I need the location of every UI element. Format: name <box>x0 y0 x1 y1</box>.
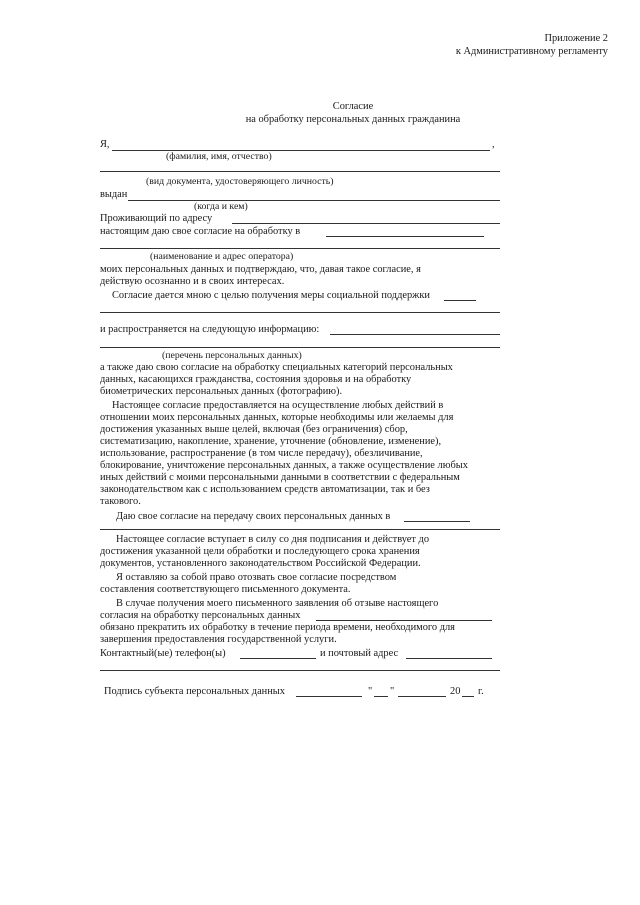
hint-operator: (наименование и адрес оператора) <box>150 251 294 262</box>
label-signature: Подпись субъекта персональных данных <box>104 686 285 697</box>
hint-issued: (когда и кем) <box>194 201 248 212</box>
paragraph-3-line: достижения указанных выше целей, включая (без ограничения) сбор, <box>100 424 408 435</box>
paragraph-3-line: иных действий с моими персональными данными в соответствии с федеральным <box>100 472 460 483</box>
comma: , <box>492 139 495 150</box>
hint-fio: (фамилия, имя, отчество) <box>166 151 272 162</box>
paragraph-5-line: Я оставляю за собой право отозвать свое согласие посредством <box>116 572 397 583</box>
paragraph-6-line: обязано прекратить их обработку в течение периода времени, необходимого для <box>100 622 455 633</box>
document-title: Согласие <box>332 101 374 112</box>
field-purpose[interactable] <box>444 300 476 301</box>
field-transfer[interactable] <box>404 521 470 522</box>
field-purpose-continued[interactable] <box>100 312 500 313</box>
label-phone: Контактный(ые) телефон(ы) <box>100 648 226 659</box>
date-year-prefix: 20 <box>450 686 461 697</box>
label-consent-operator: настоящим даю свое согласие на обработку в <box>100 226 301 237</box>
field-transfer-continued[interactable] <box>100 529 500 530</box>
field-year[interactable] <box>462 696 474 697</box>
paragraph-3-line: систематизацию, накопление, хранение, уточнение (обновление, изменение), <box>100 436 442 447</box>
paragraph-4-line: Настоящее согласие вступает в силу со дня подписания и действует до <box>116 534 430 545</box>
paragraph-2-line: а также даю свою согласие на обработку специальных категорий персональных <box>100 362 453 373</box>
field-address[interactable] <box>232 223 500 224</box>
field-data-list[interactable] <box>330 334 500 335</box>
paragraph-4-line: документов, установленного законодательством Российской Федерации. <box>100 558 421 569</box>
paragraph-3-line: Настоящее согласие предоставляется на осуществление любых действий в <box>112 400 444 411</box>
field-operator-continued[interactable] <box>100 248 500 249</box>
field-postal-continued[interactable] <box>100 670 500 671</box>
paragraph-3-line: законодательством как с использованием средств автоматизации, так и без <box>100 484 430 495</box>
paragraph-6-line: завершения предоставления государственной услуги. <box>100 634 337 645</box>
paragraph-6-line: В случае получения моего письменного заявления об отзыве настоящего <box>116 598 439 609</box>
paragraph-4-line: достижения указанной цели обработки и последующего срока хранения <box>100 546 420 557</box>
field-signature[interactable] <box>296 696 362 697</box>
field-operator[interactable] <box>326 236 484 237</box>
date-quote-open: " <box>368 686 373 697</box>
label-purpose: Согласие дается мною с целью получения меры социальной поддержки <box>112 290 430 301</box>
label-ya: Я, <box>100 139 110 150</box>
field-phone[interactable] <box>240 658 316 659</box>
appendix-regulation: к Административному регламенту <box>455 46 608 57</box>
field-identity-document[interactable] <box>100 171 500 172</box>
paragraph-3-line: такового. <box>100 496 141 507</box>
paragraph-5-line: составления соответствующего письменного документа. <box>100 584 351 595</box>
paragraph-1-line: действую осознанно и в своих интересах. <box>100 276 285 287</box>
label-issued: выдан <box>100 189 128 200</box>
paragraph-3-line: использование, распространение (в том числе передачу), обезличивание, <box>100 448 423 459</box>
field-issued[interactable] <box>128 200 500 201</box>
label-postal: и почтовый адрес <box>320 648 399 659</box>
paragraph-3-line: блокирование, уничтожение персональных данных, а также осуществление любых <box>100 460 468 471</box>
paragraph-1-line: моих персональных данных и подтверждаю, что, давая такое согласие, я <box>100 264 421 275</box>
appendix-number: Приложение 2 <box>544 33 608 44</box>
date-quote-close: " <box>390 686 395 697</box>
field-operator-recipient[interactable] <box>316 620 492 621</box>
label-transfer: Даю свое согласие на передачу своих персональных данных в <box>116 511 391 522</box>
paragraph-2-line: данных, касающихся гражданства, состояния здоровья и на обработку <box>100 374 412 385</box>
paragraph-6-line: согласия на обработку персональных данных <box>100 610 301 621</box>
hint-data-list: (перечень персональных данных) <box>162 350 302 361</box>
field-data-list-continued[interactable] <box>100 347 500 348</box>
label-extends: и распространяется на следующую информацию: <box>100 324 320 335</box>
field-day[interactable] <box>374 696 388 697</box>
hint-identity-document: (вид документа, удостоверяющего личность) <box>146 176 334 187</box>
field-month[interactable] <box>398 696 446 697</box>
date-year-suffix: г. <box>478 686 484 697</box>
field-postal[interactable] <box>406 658 492 659</box>
label-address: Проживающий по адресу <box>100 213 213 224</box>
paragraph-2-line: биометрических персональных данных (фотографию). <box>100 386 343 397</box>
document-subtitle: на обработку персональных данных гражданина <box>245 114 461 125</box>
paragraph-3-line: отношении моих персональных данных, которые необходимы или желаемы для <box>100 412 454 423</box>
